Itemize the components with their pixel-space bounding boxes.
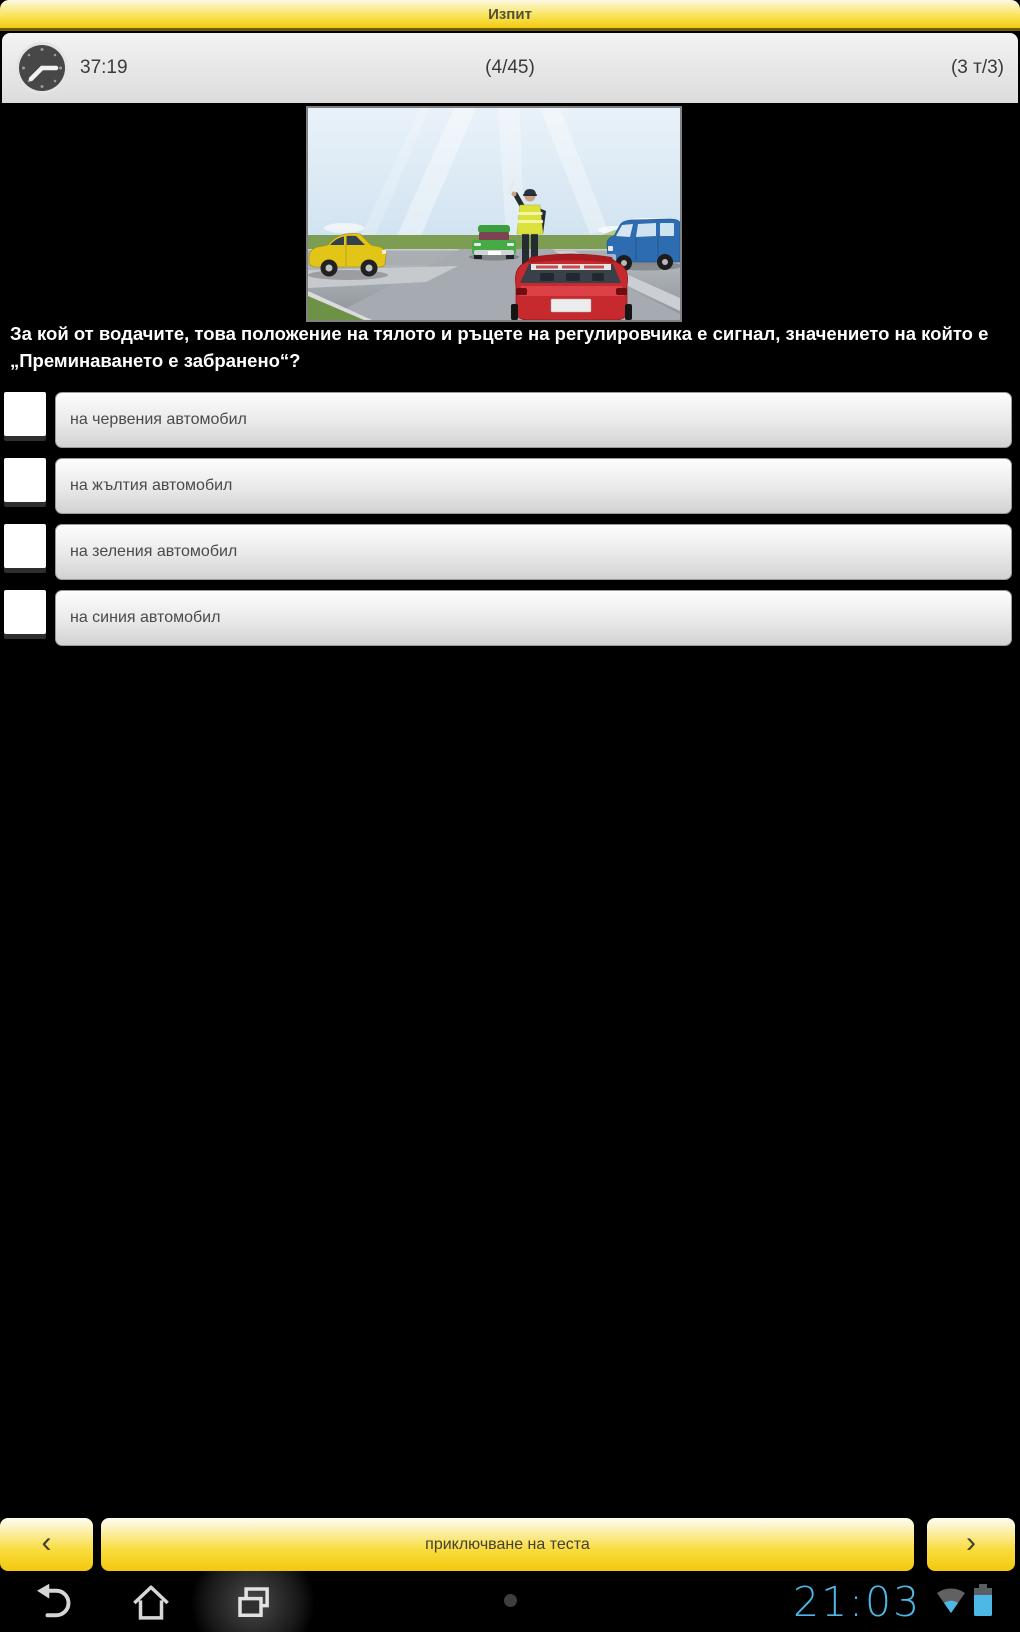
question-counter: (4/45) [485, 57, 535, 78]
question-text: За кой от водачите, това положение на тялото и ръцете на регулировчика е сигнал, значението на който е „Преминаването е забранено“? [10, 323, 989, 371]
chevron-right-icon: › [966, 1525, 976, 1559]
points-counter: (3 т/3) [950, 57, 1004, 78]
answer-row [0, 458, 1020, 514]
finish-test-button[interactable]: приключване на теста [101, 1518, 914, 1571]
system-navigation-bar [0, 1571, 1020, 1632]
status-time: 21:03 [793, 1578, 922, 1626]
question-image [306, 106, 682, 322]
back-icon[interactable] [28, 1582, 74, 1624]
app-title: Изпит [488, 5, 532, 23]
answer-button[interactable]: на зеления автомобил [55, 524, 1012, 580]
next-question-button[interactable] [927, 1518, 1015, 1571]
recents-icon[interactable] [231, 1582, 277, 1624]
answer-checkbox[interactable] [4, 392, 46, 436]
answer-row [0, 524, 1020, 580]
answers-list [0, 392, 1020, 646]
timer: 37:19 [80, 57, 128, 78]
answer-button[interactable]: на жълтия автомобил [55, 458, 1012, 514]
answer-row [0, 392, 1020, 448]
answer-checkbox[interactable] [4, 590, 46, 634]
prev-question-button[interactable] [0, 1518, 93, 1571]
exam-header [2, 33, 1018, 103]
wifi-icon [936, 1588, 966, 1614]
red-car [511, 254, 632, 320]
answer-button[interactable]: на червения автомобил [55, 392, 1012, 448]
chevron-left-icon: ‹ [41, 1525, 52, 1559]
answer-checkbox[interactable] [4, 524, 46, 568]
battery-icon [972, 1584, 994, 1616]
menu-dot [504, 1594, 517, 1607]
answer-checkbox[interactable] [4, 458, 46, 502]
answer-button[interactable]: на синия автомобил [55, 590, 1012, 646]
traffic-scene-svg [308, 108, 680, 320]
title-bar [0, 0, 1020, 31]
answer-row [0, 590, 1020, 646]
home-icon[interactable] [128, 1582, 174, 1624]
